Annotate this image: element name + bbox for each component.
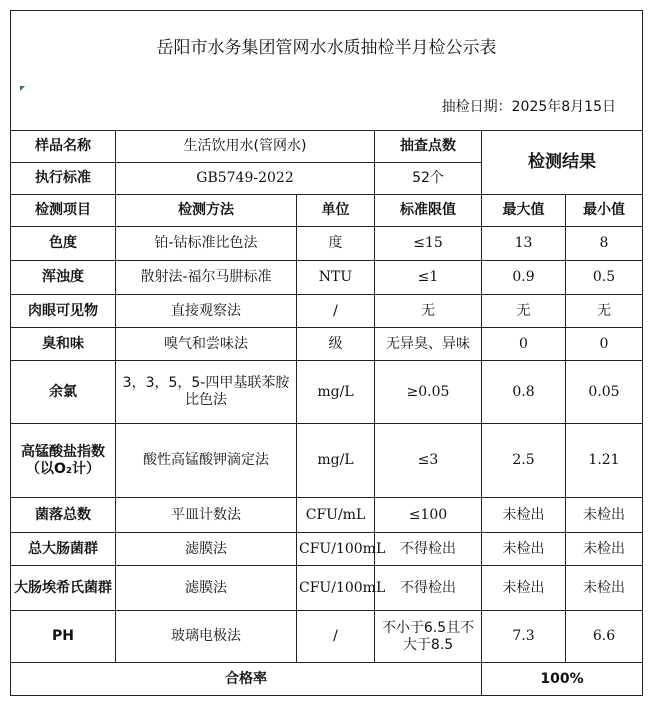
row-item: 臭和味 (11, 328, 116, 361)
row-limit: ≤1 (375, 261, 482, 295)
row-min: 未检出 (566, 498, 643, 533)
table-row (11, 361, 643, 424)
row-min: 未检出 (566, 533, 643, 566)
row-min: 0 (566, 328, 643, 361)
row-max: 未检出 (482, 533, 566, 566)
row-unit: 级 (297, 328, 375, 361)
row-unit: mg/L (297, 361, 375, 424)
row-limit: 不得检出 (375, 566, 482, 611)
table-row (11, 261, 643, 295)
cell-marker-icon (20, 86, 25, 91)
table-row (11, 566, 643, 611)
sample-name-label: 样品名称 (11, 131, 116, 163)
col-header-min: 最小值 (566, 195, 643, 227)
row-unit: mg/L (297, 424, 375, 498)
row-limit: 无异臭、异味 (375, 328, 482, 361)
table-row (11, 533, 643, 566)
page-title: 岳阳市水务集团管网水水质抽检半月检公示表 (11, 11, 643, 86)
row-min: 无 (566, 295, 643, 328)
result-header: 检测结果 (482, 131, 643, 195)
row-max: 0 (482, 328, 566, 361)
pass-rate-label: 合格率 (11, 663, 482, 696)
row-limit: ≤3 (375, 424, 482, 498)
row-method: 嗅气和尝味法 (116, 328, 297, 361)
row-item: 总大肠菌群 (11, 533, 116, 566)
row-max: 未检出 (482, 498, 566, 533)
standard-value: GB5749-2022 (116, 163, 375, 195)
row-min: 6.6 (566, 611, 643, 663)
row-max: 未检出 (482, 566, 566, 611)
row-unit: / (297, 611, 375, 663)
row-method: 滤膜法 (116, 566, 297, 611)
row-limit: 不小于6.5且不大于8.5 (375, 611, 482, 663)
table-row (11, 611, 643, 663)
row-limit: ≤15 (375, 227, 482, 261)
row-method: 直接观察法 (116, 295, 297, 328)
row-max: 7.3 (482, 611, 566, 663)
points-label: 抽查点数 (375, 131, 482, 163)
row-limit: 不得检出 (375, 533, 482, 566)
row-min: 8 (566, 227, 643, 261)
row-limit: 无 (375, 295, 482, 328)
row-unit: CFU/mL (297, 498, 375, 533)
row-method: 酸性高锰酸钾滴定法 (116, 424, 297, 498)
col-header-limit: 标准限值 (375, 195, 482, 227)
col-header-max: 最大值 (482, 195, 566, 227)
table-row (11, 227, 643, 261)
row-limit: ≤100 (375, 498, 482, 533)
row-method: 3，3，5，5-四甲基联苯胺比色法 (116, 361, 297, 424)
row-method: 铂-钴标准比色法 (116, 227, 297, 261)
points-value: 52个 (375, 163, 482, 195)
row-method: 滤膜法 (116, 533, 297, 566)
row-item: 菌落总数 (11, 498, 116, 533)
report-sheet (10, 10, 642, 693)
row-min: 0.05 (566, 361, 643, 424)
row-method: 散射法-福尔马肼标准 (116, 261, 297, 295)
sample-date: 抽检日期：2025年8月15日 (11, 85, 643, 131)
row-unit: / (297, 295, 375, 328)
row-item: 浑浊度 (11, 261, 116, 295)
row-item: 大肠埃希氏菌群 (11, 566, 116, 611)
row-item: 余氯 (11, 361, 116, 424)
row-max: 2.5 (482, 424, 566, 498)
col-header-method: 检测方法 (116, 195, 297, 227)
col-header-unit: 单位 (297, 195, 375, 227)
row-item: PH (11, 611, 116, 663)
row-unit: NTU (297, 261, 375, 295)
row-max: 0.9 (482, 261, 566, 295)
row-max: 无 (482, 295, 566, 328)
pass-rate-value: 100% (482, 663, 643, 696)
standard-label: 执行标准 (11, 163, 116, 195)
row-min: 0.5 (566, 261, 643, 295)
row-max: 13 (482, 227, 566, 261)
row-unit: CFU/100mL (297, 533, 375, 566)
row-min: 未检出 (566, 566, 643, 611)
col-header-item: 检测项目 (11, 195, 116, 227)
table-row (11, 424, 643, 498)
table-row (11, 295, 643, 328)
table-row (11, 328, 643, 361)
sample-name-value: 生活饮用水(管网水) (116, 131, 375, 163)
row-method: 玻璃电极法 (116, 611, 297, 663)
row-min: 1.21 (566, 424, 643, 498)
row-unit: 度 (297, 227, 375, 261)
row-max: 0.8 (482, 361, 566, 424)
row-item: 色度 (11, 227, 116, 261)
table-row (11, 498, 643, 533)
row-item: 肉眼可见物 (11, 295, 116, 328)
row-unit: CFU/100mL (297, 566, 375, 611)
report-table (10, 10, 643, 696)
row-method: 平皿计数法 (116, 498, 297, 533)
row-limit: ≥0.05 (375, 361, 482, 424)
row-item: 高锰酸盐指数（以O₂计） (11, 424, 116, 498)
